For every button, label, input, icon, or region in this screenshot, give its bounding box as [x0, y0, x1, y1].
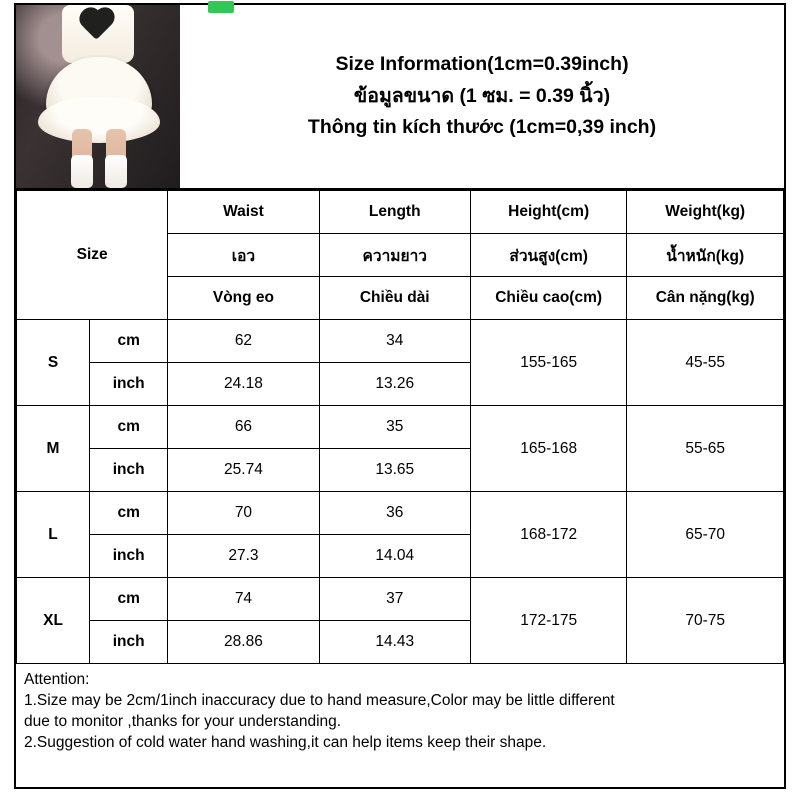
s-waist-inch: 24.18 — [168, 363, 319, 406]
table-row — [17, 492, 784, 535]
row-size-l: L — [17, 492, 90, 578]
col-header-length-vi: Chiều dài — [319, 277, 470, 320]
col-header-length-th: ความยาว — [319, 234, 470, 277]
xl-length-cm: 37 — [319, 578, 470, 621]
unit-cm: cm — [90, 578, 168, 621]
xl-height: 172-175 — [470, 578, 627, 664]
photo-sock-right — [105, 155, 127, 188]
unit-inch: inch — [90, 449, 168, 492]
unit-inch: inch — [90, 535, 168, 578]
unit-inch: inch — [90, 621, 168, 664]
table-row — [17, 406, 784, 449]
xl-waist-inch: 28.86 — [168, 621, 319, 664]
photo-skirt-lower — [38, 97, 160, 143]
xl-weight: 70-75 — [627, 578, 784, 664]
l-waist-inch: 27.3 — [168, 535, 319, 578]
m-length-cm: 35 — [319, 406, 470, 449]
attention-title: Attention: — [24, 671, 90, 688]
col-header-waist-vi: Vòng eo — [168, 277, 319, 320]
title-line-en: Size Information(1cm=0.39inch) — [335, 53, 629, 76]
photo-sock-left — [71, 155, 93, 188]
size-table — [16, 190, 784, 664]
table-header-row-en — [17, 191, 784, 234]
unit-cm: cm — [90, 406, 168, 449]
row-size-xl: XL — [17, 578, 90, 664]
xl-waist-cm: 74 — [168, 578, 319, 621]
col-header-height-th: ส่วนสูง(cm) — [470, 234, 627, 277]
col-header-waist-th: เอว — [168, 234, 319, 277]
unit-cm: cm — [90, 492, 168, 535]
l-length-inch: 14.04 — [319, 535, 470, 578]
s-height: 155-165 — [470, 320, 627, 406]
m-weight: 55-65 — [627, 406, 784, 492]
s-weight: 45-55 — [627, 320, 784, 406]
size-header-cell: Size — [17, 191, 168, 320]
row-size-s: S — [17, 320, 90, 406]
title-block — [180, 5, 784, 188]
s-length-cm: 34 — [319, 320, 470, 363]
attention-block — [16, 664, 784, 754]
col-header-waist-en: Waist — [168, 191, 319, 234]
m-length-inch: 13.65 — [319, 449, 470, 492]
m-height: 165-168 — [470, 406, 627, 492]
attention-line-1: 1.Size may be 2cm/1inch inaccuracy due to hand measure,Color may be little different — [24, 691, 615, 709]
l-waist-cm: 70 — [168, 492, 319, 535]
s-length-inch: 13.26 — [319, 363, 470, 406]
s-waist-cm: 62 — [168, 320, 319, 363]
col-header-height-en: Height(cm) — [470, 191, 627, 234]
title-line-vi: Thông tin kích thước (1cm=0,39 inch) — [307, 116, 657, 139]
l-weight: 65-70 — [627, 492, 784, 578]
unit-cm: cm — [90, 320, 168, 363]
col-header-height-vi: Chiều cao(cm) — [470, 277, 627, 320]
unit-inch: inch — [90, 363, 168, 406]
chart-header — [16, 5, 784, 190]
col-header-weight-en: Weight(kg) — [627, 191, 784, 234]
attention-line-3: 2.Suggestion of cold water hand washing,it can help items keep their shape. — [24, 733, 547, 751]
l-length-cm: 36 — [319, 492, 470, 535]
m-waist-inch: 25.74 — [168, 449, 319, 492]
xl-length-inch: 14.43 — [319, 621, 470, 664]
m-waist-cm: 66 — [168, 406, 319, 449]
col-header-weight-th: น้ำหนัก(kg) — [627, 234, 784, 277]
col-header-weight-vi: Cân nặng(kg) — [627, 277, 784, 320]
table-row — [17, 578, 784, 621]
table-row — [17, 320, 784, 363]
attention-line-2: due to monitor ,thanks for your understanding. — [24, 712, 342, 730]
size-chart-sheet — [14, 3, 786, 789]
l-height: 168-172 — [470, 492, 627, 578]
row-size-m: M — [17, 406, 90, 492]
product-photo — [16, 5, 180, 188]
title-line-th: ข้อมูลขนาด (1 ซม. = 0.39 นิ้ว) — [353, 84, 611, 107]
col-header-length-en: Length — [319, 191, 470, 234]
